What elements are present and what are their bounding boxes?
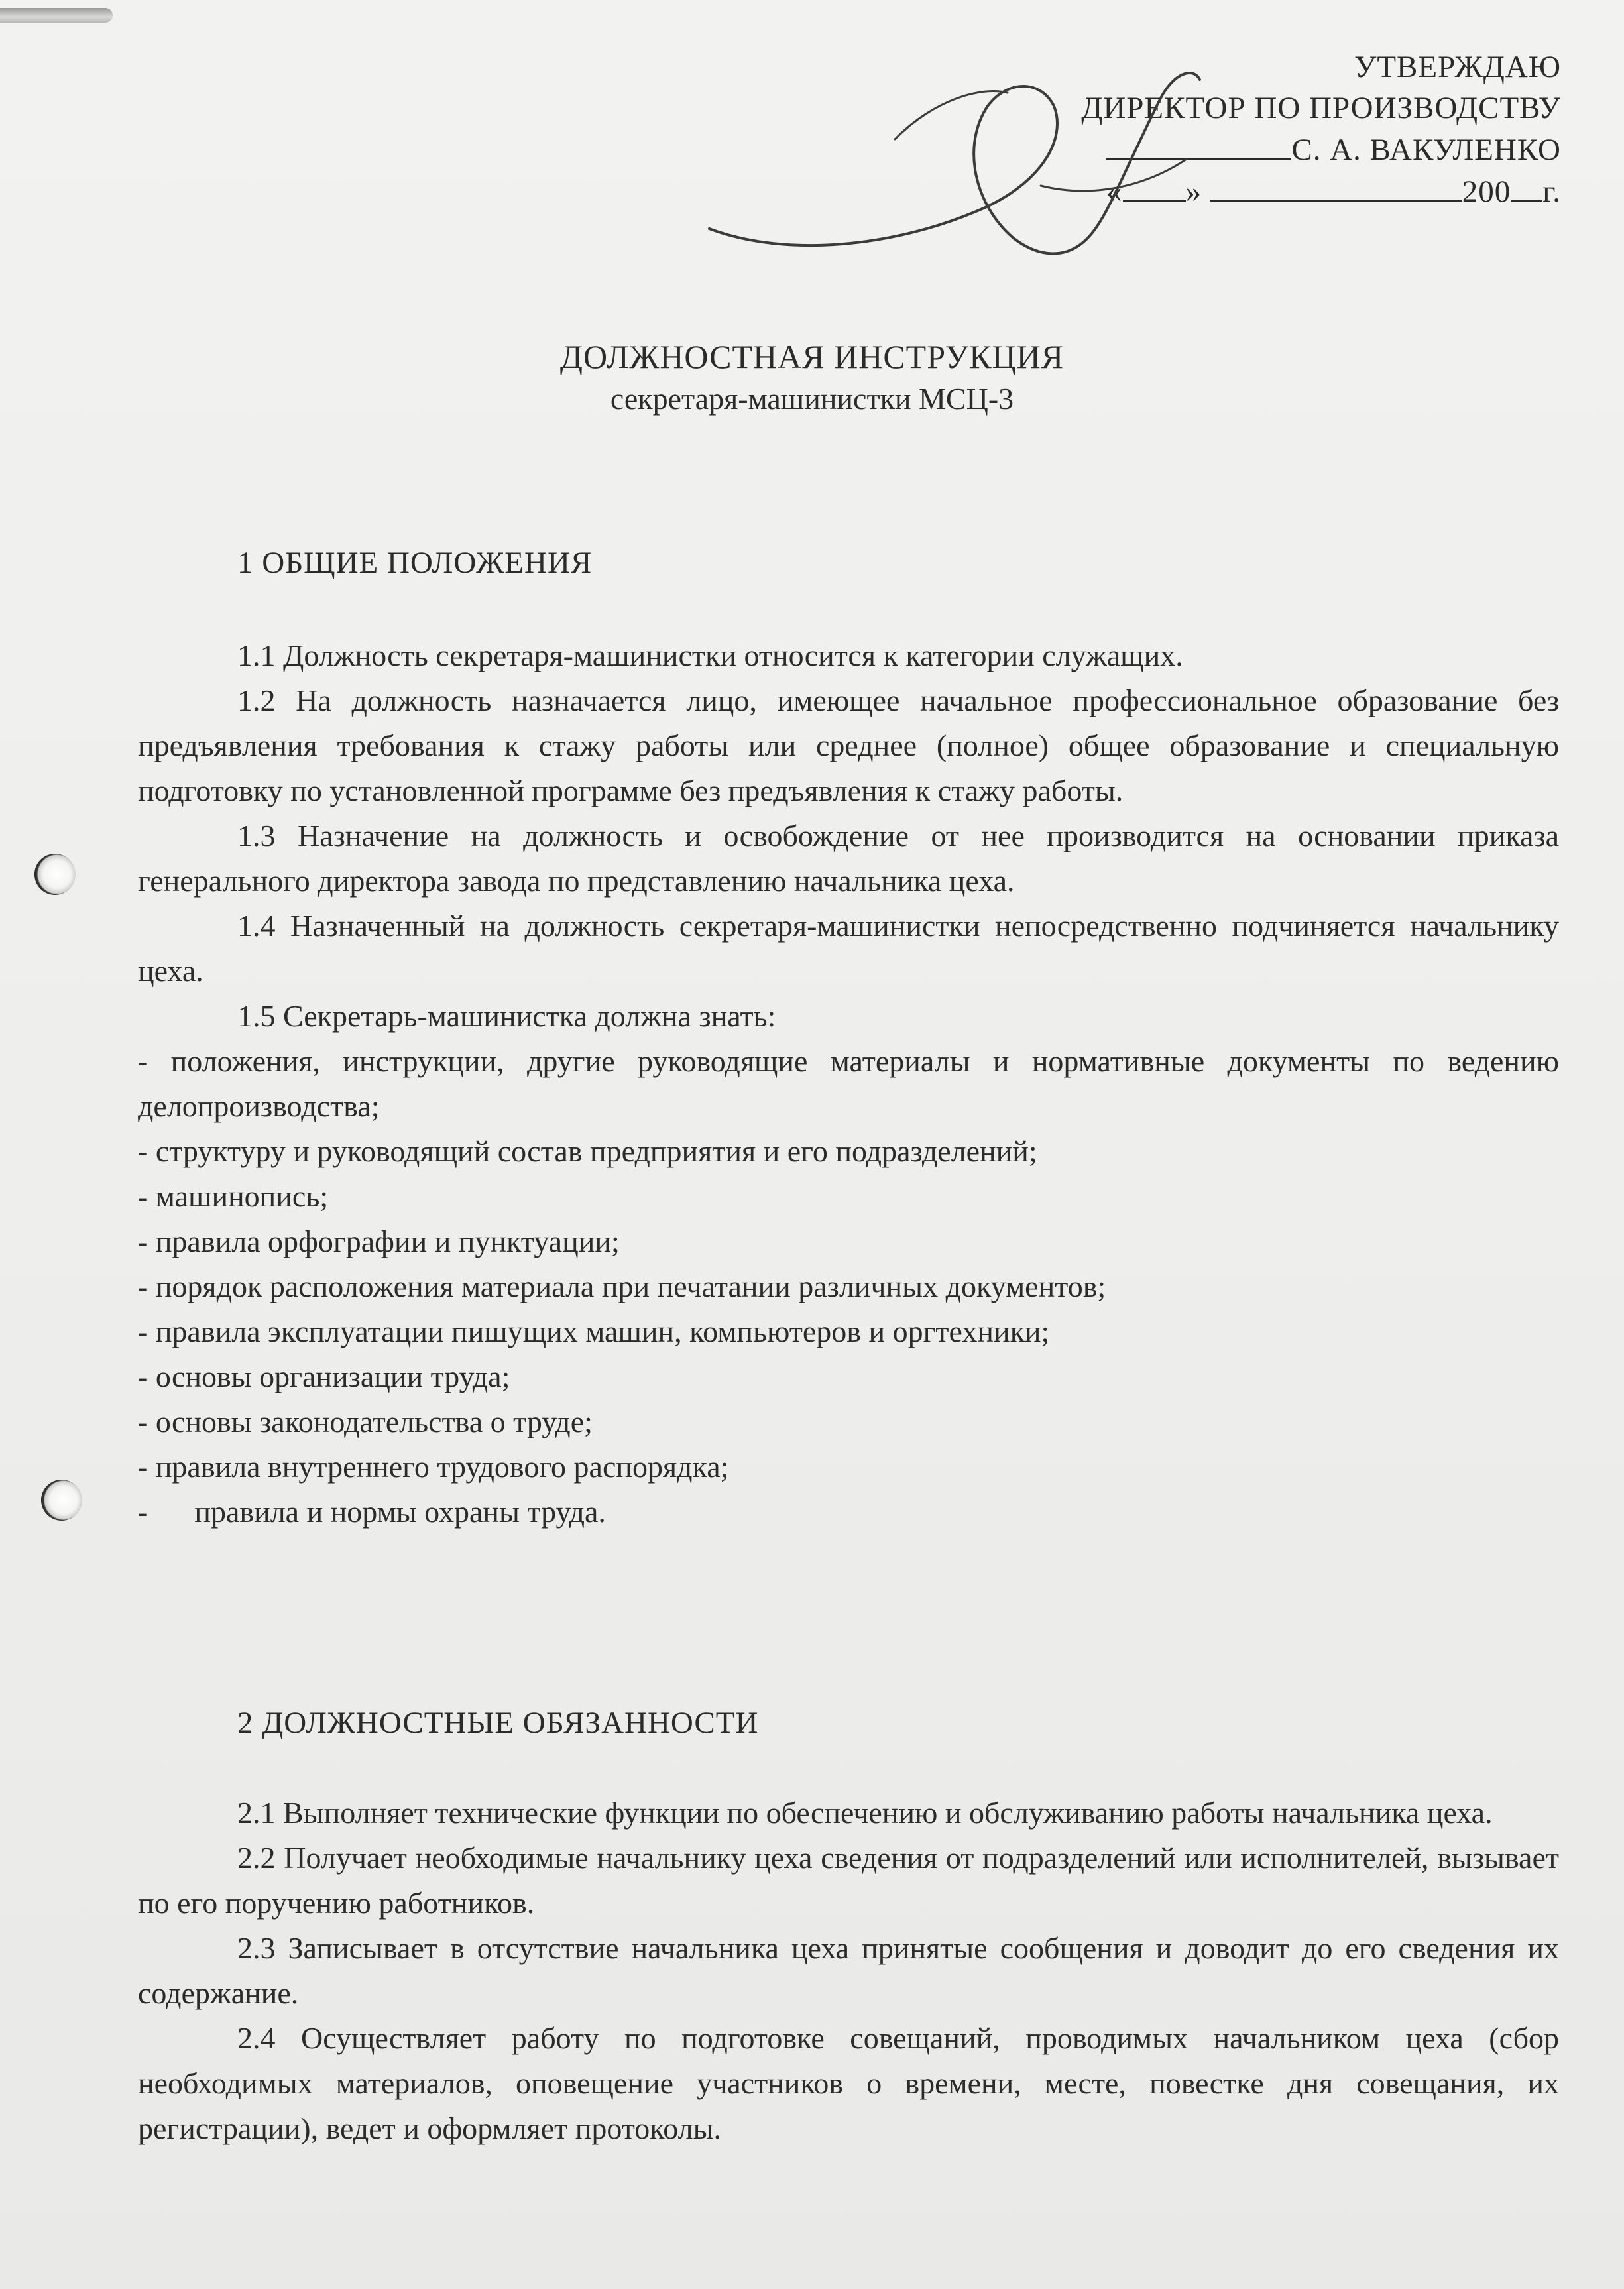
knowledge-item: - основы организации труда; xyxy=(138,1360,510,1393)
knowledge-item: - положения, инструкции, другие руководящие материалы и нормативные документы по ведению делопроизводства; xyxy=(138,1044,1559,1123)
paragraph-1-5: 1.5 Секретарь-машинистка должна знать: xyxy=(237,999,776,1033)
knowledge-item-last xyxy=(138,1490,1559,1535)
paragraph-1-2: 1.2 На должность назначается лицо, имеющее начальное профессиональное образование без предъявления требования к стажу работы или среднее (полное) общее образование и специальную подготовку по установленной программе без предъявления к стажу работы. xyxy=(138,683,1559,807)
paragraph-1-3: 1.3 Назначение на должность и освобождение от нее производится на основании приказа генерального директора завода по представлению начальника цеха. xyxy=(138,819,1559,898)
title-block xyxy=(0,335,1624,420)
punch-hole-top xyxy=(34,854,76,895)
year-prefix: 200 xyxy=(1462,174,1511,209)
handwritten-signature xyxy=(696,60,1213,285)
document-subtitle: секретаря-машинистки МСЦ-3 xyxy=(610,382,1014,416)
knowledge-item: - машинопись; xyxy=(138,1179,329,1213)
paragraph-2-4: 2.4 Осуществляет работу по подготовке совещаний, проводимых начальником цеха (сбор необходимых материалов, оповещение участников о времени, месте, повестке дня совещания, их регистрации), ведет и оформляет протоколы. xyxy=(138,2021,1559,2145)
month-blank xyxy=(1210,170,1462,202)
approval-name: С. А. ВАКУЛЕНКО xyxy=(1291,133,1561,167)
paragraph-2-3: 2.3 Записывает в отсутствие начальника цеха принятые сообщения и доводит до его сведения их содержание. xyxy=(138,1931,1559,2010)
date-open-quote: « xyxy=(1106,174,1123,209)
knowledge-item: - основы законодательства о труде; xyxy=(138,1405,593,1438)
knowledge-item: - структуру и руководящий состав предприятия и его подразделений; xyxy=(138,1134,1037,1168)
paragraph-1-1: 1.1 Должность секретаря-машинистки относится к категории служащих. xyxy=(237,638,1183,672)
approval-position: ДИРЕКТОР ПО ПРОИЗВОДСТВУ xyxy=(1081,91,1561,125)
binder-clip xyxy=(0,8,113,23)
year-blank xyxy=(1511,170,1542,202)
date-close-quote: » xyxy=(1185,174,1202,209)
section-2-heading: 2 ДОЛЖНОСТНЫЕ ОБЯЗАННОСТИ xyxy=(237,1706,759,1740)
year-suffix: г. xyxy=(1542,174,1561,209)
knowledge-item: - правила орфографии и пунктуации; xyxy=(138,1224,620,1258)
section-1-heading: 1 ОБЩИЕ ПОЛОЖЕНИЯ xyxy=(237,546,593,580)
knowledge-item: - правила внутреннего трудового распорядка; xyxy=(138,1450,729,1484)
bullet-dash: - xyxy=(138,1495,148,1529)
section-2 xyxy=(138,1700,1559,2151)
knowledge-item: - правила эксплуатации пишущих машин, компьютеров и оргтехники; xyxy=(138,1315,1050,1348)
knowledge-item: - порядок расположения материала при печатании различных документов; xyxy=(138,1269,1106,1303)
paragraph-2-2: 2.2 Получает необходимые начальнику цеха сведения от подразделений или исполнителей, вызывает по его поручению работников. xyxy=(138,1841,1559,1920)
paragraph-1-4: 1.4 Назначенный на должность секретаря-машинистки непосредственно подчиняется начальнику цеха. xyxy=(138,909,1559,988)
section-1 xyxy=(138,540,1559,1535)
punch-hole-bottom xyxy=(41,1480,82,1521)
approval-heading: УТВЕРЖДАЮ xyxy=(1354,50,1561,84)
paragraph-2-1: 2.1 Выполняет технические функции по обеспечению и обслуживанию работы начальника цеха. xyxy=(237,1796,1493,1830)
document-title: ДОЛЖНОСТНАЯ ИНСТРУКЦИЯ xyxy=(559,338,1065,375)
bullet-text: правила и нормы охраны труда. xyxy=(194,1495,606,1529)
